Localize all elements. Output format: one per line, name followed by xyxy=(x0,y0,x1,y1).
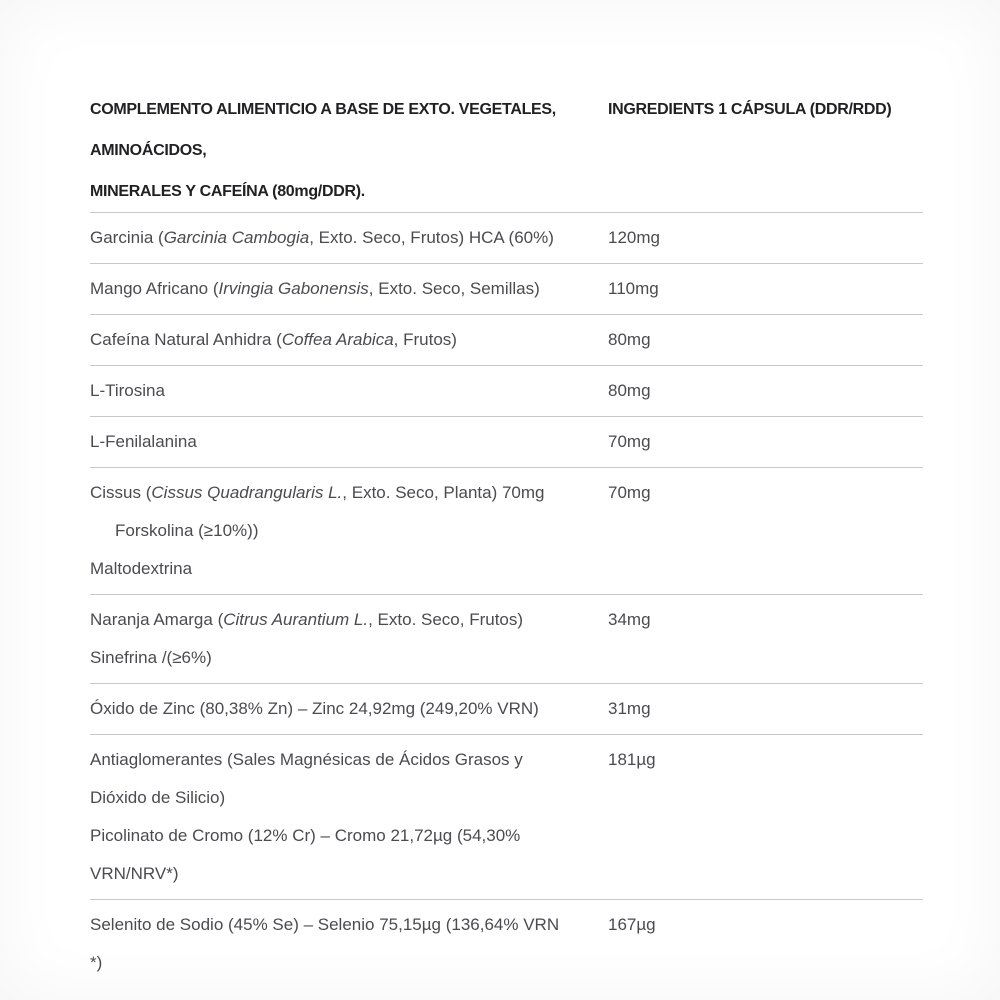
header-line-2: AMINOÁCIDOS, xyxy=(90,142,207,159)
ingredient-name-cell xyxy=(90,423,608,461)
ingredient-name-line: *) xyxy=(90,953,103,972)
table-row xyxy=(90,595,923,684)
table-row xyxy=(90,417,923,468)
ingredient-name-cell xyxy=(90,741,608,893)
table-row xyxy=(90,684,923,735)
ingredient-name-cell xyxy=(90,690,608,728)
ingredient-amount: 181µg xyxy=(608,750,656,769)
ingredient-name-cell xyxy=(90,321,608,359)
ingredient-amount: 34mg xyxy=(608,610,651,629)
ingredient-name-line: Cafeína Natural Anhidra (Coffea Arabica, Frutos) xyxy=(90,330,457,349)
header-line-1: COMPLEMENTO ALIMENTICIO A BASE DE EXTO. VEGETALES, xyxy=(90,101,556,118)
ingredient-name-cell xyxy=(90,474,608,588)
ingredient-name-line: Sinefrina /(≥6%) xyxy=(90,648,212,667)
ingredient-name-line: Dióxido de Silicio) xyxy=(90,788,226,807)
ingredient-name-line: Garcinia (Garcinia Cambogia, Exto. Seco, Frutos) HCA (60%) xyxy=(90,228,554,247)
ingredient-name-cell xyxy=(90,601,608,677)
ingredient-name-cell xyxy=(90,906,608,982)
ingredient-amount: 120mg xyxy=(608,228,660,247)
ingredient-name-line: Selenito de Sodio (45% Se) – Selenio 75,15µg (136,64% VRN xyxy=(90,915,560,934)
ingredient-name-line: Maltodextrina xyxy=(90,559,193,578)
table-row xyxy=(90,264,923,315)
ingredient-name-line: Antiaglomerantes (Sales Magnésicas de Ácidos Grasos y xyxy=(90,750,523,769)
ingredient-amount: 70mg xyxy=(608,432,651,451)
ingredient-name-line: L-Fenilalanina xyxy=(90,432,197,451)
ingredient-name-line: L-Tirosina xyxy=(90,381,165,400)
ingredient-name-cell xyxy=(90,219,608,257)
ingredient-name-line: Mango Africano (Irvingia Gabonensis, Exto. Seco, Semillas) xyxy=(90,279,540,298)
table-header xyxy=(90,0,923,213)
table-row xyxy=(90,900,923,988)
ingredient-amount: 31mg xyxy=(608,699,651,718)
table-row xyxy=(90,315,923,366)
header-ingredients-column-title: INGREDIENTS 1 CÁPSULA (DDR/RDD) xyxy=(608,101,892,118)
ingredient-amount: 167µg xyxy=(608,915,656,934)
table-row xyxy=(90,468,923,595)
ingredient-amount: 80mg xyxy=(608,381,651,400)
ingredient-name-line: Óxido de Zinc (80,38% Zn) – Zinc 24,92mg (249,20% VRN) xyxy=(90,699,539,718)
ingredient-amount: 80mg xyxy=(608,330,651,349)
ingredient-name-line: Cissus (Cissus Quadrangularis L., Exto. Seco, Planta) 70mg xyxy=(90,483,545,502)
header-line-3: MINERALES Y CAFEÍNA (80mg/DDR). xyxy=(90,183,365,200)
ingredient-name-cell xyxy=(90,372,608,410)
ingredient-name-cell xyxy=(90,270,608,308)
table-row xyxy=(90,213,923,264)
ingredient-name-line: Naranja Amarga (Citrus Aurantium L., Exto. Seco, Frutos) xyxy=(90,610,524,629)
table-row xyxy=(90,366,923,417)
table-row xyxy=(90,735,923,900)
ingredient-amount: 110mg xyxy=(608,279,659,298)
ingredient-name-line: Picolinato de Cromo (12% Cr) – Cromo 21,72µg (54,30% xyxy=(90,826,521,845)
ingredient-name-line: VRN/NRV*) xyxy=(90,864,179,883)
header-product-description xyxy=(90,89,608,212)
ingredient-amount: 70mg xyxy=(608,483,651,502)
ingredient-name-line: Forskolina (≥10%)) xyxy=(115,521,259,540)
ingredients-table xyxy=(90,0,923,988)
